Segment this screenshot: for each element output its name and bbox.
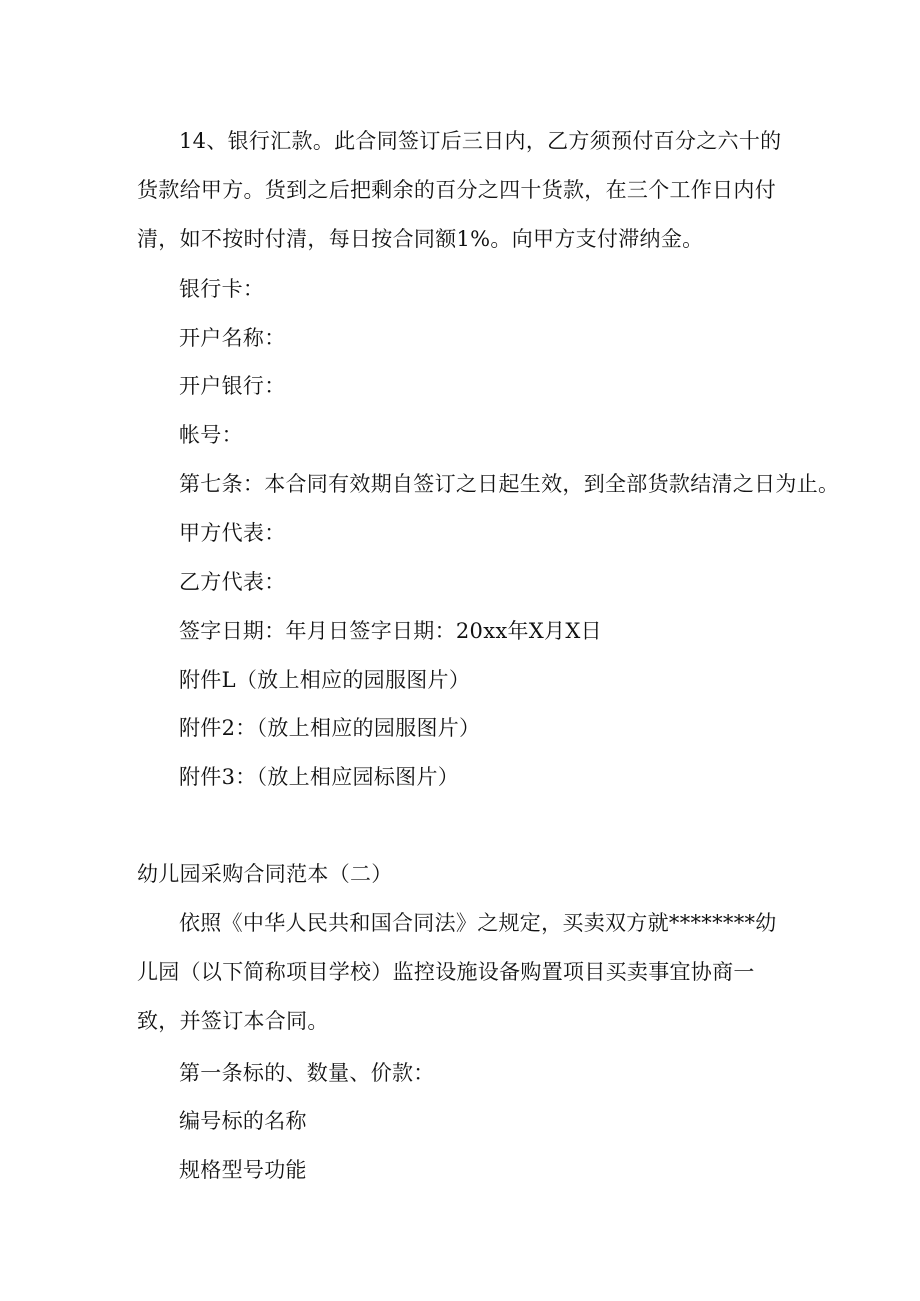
party-b-representative: 乙方代表：: [179, 570, 286, 594]
bank-card-label: 银行卡：: [179, 277, 265, 301]
attachment-1: 附件L（放上相应的园服图片）: [179, 668, 471, 692]
signature-date: 签字日期：年月日签字日期：20xx年X月X日: [179, 619, 602, 643]
party-a-representative: 甲方代表：: [179, 521, 286, 545]
attachment-2: 附件2：（放上相应的园服图片）: [179, 716, 481, 740]
spec-model-function: 规格型号功能: [179, 1158, 307, 1182]
account-name-label: 开户名称：: [179, 326, 286, 350]
section-title: 幼儿园采购合同范本（二）: [137, 862, 393, 886]
account-number-label: 帐号：: [179, 423, 243, 447]
article-seven: 第七条：本合同有效期自签订之日起生效，到全部货款结清之日为止。: [179, 472, 840, 496]
attachment-3: 附件3：（放上相应园标图片）: [179, 765, 460, 789]
article-one: 第一条标的、数量、价款：: [179, 1061, 435, 1085]
item-number-name: 编号标的名称: [179, 1109, 307, 1133]
account-bank-label: 开户银行：: [179, 374, 286, 398]
paragraph-intro: 依照《中华人民共和国合同法》之规定，买卖双方就********幼儿园（以下简称项目学校）监控设施设备购置项目买卖事宜协商一致，并签订本合同。: [137, 911, 777, 1033]
paragraph-bank-remittance: 14、银行汇款。此合同签订后三日内，乙方须预付百分之六十的货款给甲方。货到之后把剩余的百分之四十货款，在三个工作日内付清，如不按时付清，每日按合同额1%。向甲方支付滞纳金。: [137, 129, 782, 251]
